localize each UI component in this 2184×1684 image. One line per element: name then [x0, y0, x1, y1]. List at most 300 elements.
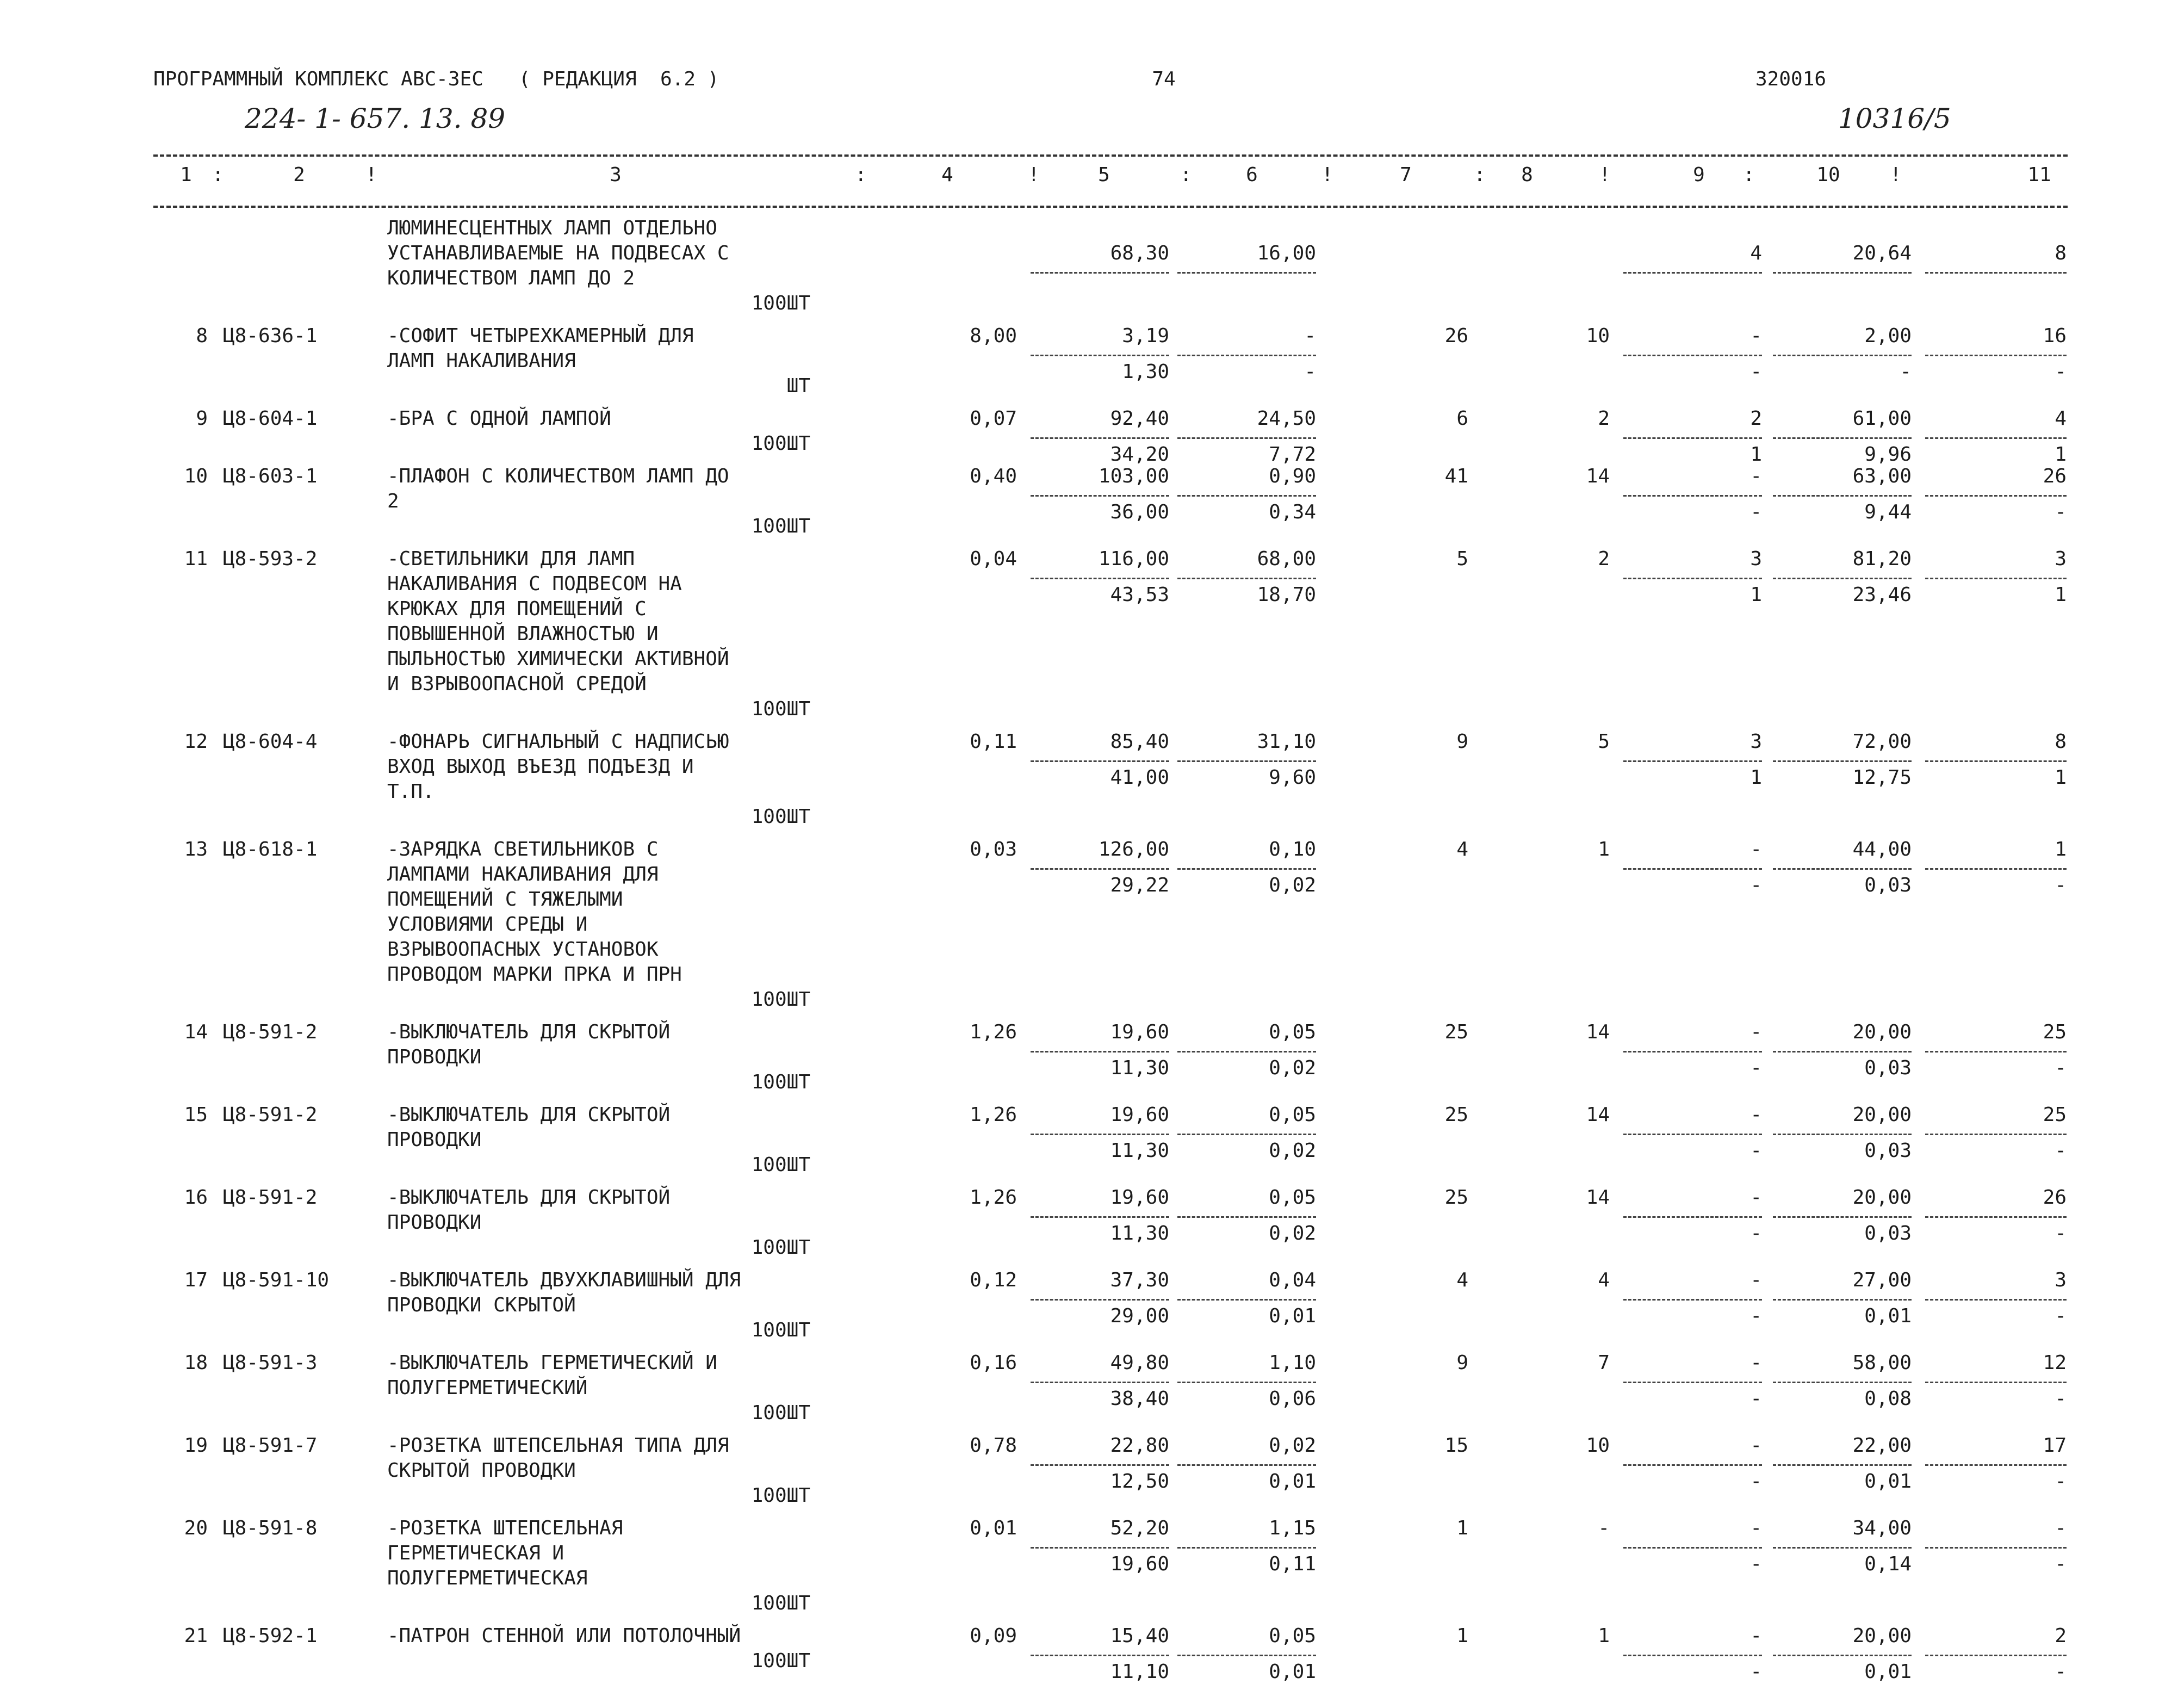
cell-rule-col-9	[1623, 355, 1762, 356]
work-description-line: ПРОВОДОМ МАРКИ ПРКА И ПРН	[387, 963, 682, 986]
cell-col-9: 4	[1750, 242, 1762, 264]
cell-rule-col-10	[1773, 437, 1912, 439]
cell-rule-col-9	[1623, 1051, 1762, 1052]
cell-rule-col-10	[1773, 1134, 1912, 1135]
cell-col-10: 20,64	[1852, 242, 1912, 264]
cell-sub-col-5: 12,50	[1110, 1470, 1169, 1493]
cell-sub-col-11: 1	[2055, 443, 2067, 466]
cell-rule-col-11	[1925, 868, 2067, 870]
cell-rule-col-10	[1773, 272, 1912, 274]
cell-sub-col-6: 0,02	[1269, 1222, 1316, 1245]
cell-col-5: 15,40	[1110, 1625, 1169, 1647]
cell-col-11: 25	[2043, 1104, 2067, 1126]
cell-rule-col-11	[1925, 495, 2067, 497]
cell-col-4: 0,16	[970, 1352, 1017, 1374]
cell-col-8: 1	[1598, 838, 1610, 860]
cell-rule-col-10	[1773, 1547, 1912, 1549]
row-number: 19	[184, 1434, 208, 1457]
cell-rule-col-10	[1773, 1299, 1912, 1301]
cell-rule-col-11	[1925, 1299, 2067, 1301]
row-number: 20	[184, 1517, 208, 1539]
cell-sub-col-6: 0,02	[1269, 874, 1316, 896]
cell-sub-col-10: 0,08	[1864, 1388, 1912, 1410]
cell-rule-col-6	[1177, 437, 1316, 439]
cell-col-9: -	[1750, 1625, 1762, 1647]
program-header: ПРОГРАММНЫЙ КОМПЛЕКС АВС-ЗЕС ( РЕДАКЦИЯ 6.2 )	[153, 68, 719, 90]
column-separator: :	[1743, 164, 1755, 186]
work-description-line: -ПАТРОН СТЕННОЙ ИЛИ ПОТОЛОЧНЫЙ	[387, 1625, 741, 1647]
work-description-line: ПОЛУГЕРМЕТИЧЕСКИЙ	[387, 1377, 588, 1399]
cell-rule-col-6	[1177, 1655, 1316, 1656]
work-description-line: 2	[387, 490, 399, 512]
row-number: 17	[184, 1269, 208, 1291]
work-description-line: СКРЫТОЙ ПРОВОДКИ	[387, 1459, 576, 1482]
row-number: 10	[184, 465, 208, 487]
work-description-line: ЛЮМИНЕСЦЕНТНЫХ ЛАМП ОТДЕЛЬНО	[387, 217, 717, 239]
cell-col-6: 31,10	[1257, 730, 1316, 753]
cell-sub-col-9: -	[1750, 1661, 1762, 1683]
cell-col-8: 2	[1598, 407, 1610, 430]
work-description-line: -ФОНАРЬ СИГНАЛЬНЫЙ С НАДПИСЬЮ	[387, 730, 729, 753]
cell-col-9: -	[1750, 325, 1762, 347]
cell-rule-col-10	[1773, 1051, 1912, 1052]
cell-col-7: 9	[1456, 730, 1468, 753]
cell-col-10: 44,00	[1852, 838, 1912, 860]
cell-rule-col-11	[1925, 1051, 2067, 1052]
cell-col-11: 1	[2055, 838, 2067, 860]
handwritten-reference-left: 224- 1- 657. 13. 89	[245, 103, 506, 134]
cell-col-5: 126,00	[1098, 838, 1169, 860]
cell-sub-col-6: 0,34	[1269, 501, 1316, 523]
cell-col-10: 63,00	[1852, 465, 1912, 487]
cell-sub-col-11: -	[2055, 361, 2067, 383]
work-description-line: ПРОВОДКИ	[387, 1046, 482, 1068]
cell-rule-col-6	[1177, 1382, 1316, 1383]
cell-sub-col-11: -	[2055, 1305, 2067, 1327]
cell-sub-col-9: -	[1750, 1057, 1762, 1079]
unit-of-measure: 100ШТ	[751, 515, 810, 537]
cell-col-7: 15	[1444, 1434, 1468, 1457]
cell-col-10: 20,00	[1852, 1104, 1912, 1126]
unit-of-measure: 100ШТ	[751, 1592, 810, 1614]
cell-col-4: 0,03	[970, 838, 1017, 860]
work-description-line: ПОВЫШЕННОЙ ВЛАЖНОСТЬЮ И	[387, 623, 659, 645]
column-separator: !	[1028, 164, 1040, 186]
cell-col-7: 6	[1456, 407, 1468, 430]
cell-col-8: 7	[1598, 1352, 1610, 1374]
cell-rule-col-6	[1177, 1134, 1316, 1135]
cell-col-10: 20,00	[1852, 1186, 1912, 1209]
row-number: 11	[184, 548, 208, 570]
cell-col-4: 0,11	[970, 730, 1017, 753]
cell-rule-col-5	[1031, 578, 1169, 579]
cell-sub-col-9: 1	[1750, 766, 1762, 789]
cell-col-7: 41	[1444, 465, 1468, 487]
work-description-line: И ВЗРЫВООПАСНОЙ СРЕДОЙ	[387, 673, 647, 695]
cell-rule-col-6	[1177, 495, 1316, 497]
cell-col-7: 9	[1456, 1352, 1468, 1374]
cell-sub-col-6: 0,01	[1269, 1470, 1316, 1493]
cell-rule-col-9	[1623, 1216, 1762, 1218]
cell-rule-col-11	[1925, 355, 2067, 356]
work-description-line: ПРОВОДКИ	[387, 1129, 482, 1151]
cell-sub-col-11: -	[2055, 1222, 2067, 1245]
cell-col-4: 1,26	[970, 1104, 1017, 1126]
column-header-9: 9	[1693, 164, 1705, 186]
unit-of-measure: 100ШТ	[751, 988, 810, 1011]
cell-col-5: 52,20	[1110, 1517, 1169, 1539]
row-number: 12	[184, 730, 208, 753]
row-number: 9	[196, 407, 208, 430]
cell-sub-col-11: -	[2055, 1470, 2067, 1493]
cell-sub-col-11: -	[2055, 874, 2067, 896]
column-separator: :	[855, 164, 867, 186]
cell-sub-col-11: -	[2055, 1553, 2067, 1575]
row-number: 18	[184, 1352, 208, 1374]
cell-rule-col-10	[1773, 355, 1912, 356]
column-header-4: 4	[941, 164, 953, 186]
row-number: 14	[184, 1021, 208, 1043]
cell-col-9: 3	[1750, 730, 1762, 753]
cell-rule-col-9	[1623, 437, 1762, 439]
cell-rule-col-11	[1925, 1382, 2067, 1383]
cell-rule-col-9	[1623, 1547, 1762, 1549]
cell-sub-col-10: 0,14	[1864, 1553, 1912, 1575]
work-description-line: -ПЛАФОН С КОЛИЧЕСТВОМ ЛАМП ДО	[387, 465, 729, 487]
cell-rule-col-9	[1623, 495, 1762, 497]
cell-col-7: 25	[1444, 1186, 1468, 1209]
cell-rule-col-10	[1773, 1382, 1912, 1383]
cell-sub-col-10: 0,03	[1864, 1222, 1912, 1245]
cell-rule-col-11	[1925, 272, 2067, 274]
cell-rule-col-6	[1177, 1216, 1316, 1218]
cell-col-11: 8	[2055, 730, 2067, 753]
column-header-1: 1	[180, 164, 192, 186]
cell-rule-col-5	[1031, 1464, 1169, 1466]
unit-of-measure: 100ШТ	[751, 1071, 810, 1093]
cell-sub-col-10: 9,44	[1864, 501, 1912, 523]
work-description-line: -ВЫКЛЮЧАТЕЛЬ ДЛЯ СКРЫТОЙ	[387, 1104, 671, 1126]
work-description-line: -СВЕТИЛЬНИКИ ДЛЯ ЛАМП	[387, 548, 635, 570]
work-description-line: УСТАНАВЛИВАЕМЫЕ НА ПОДВЕСАХ С	[387, 242, 729, 264]
rate-code: Ц8-591-7	[223, 1434, 318, 1457]
cell-col-10: 22,00	[1852, 1434, 1912, 1457]
cell-sub-col-5: 36,00	[1110, 501, 1169, 523]
handwritten-reference-right: 10316/5	[1838, 103, 1951, 134]
cell-col-6: 0,05	[1269, 1186, 1316, 1209]
rate-code: Ц8-604-4	[223, 730, 318, 753]
cell-sub-col-6: 9,60	[1269, 766, 1316, 789]
cell-col-10: 2,00	[1864, 325, 1912, 347]
cell-col-5: 19,60	[1110, 1186, 1169, 1209]
cell-col-8: 14	[1586, 1104, 1610, 1126]
cell-col-9: -	[1750, 1186, 1762, 1209]
cell-col-11: 12	[2043, 1352, 2067, 1374]
cell-col-4: 0,40	[970, 465, 1017, 487]
cell-sub-col-5: 43,53	[1110, 584, 1169, 606]
cell-rule-col-9	[1623, 578, 1762, 579]
rate-code: Ц8-591-2	[223, 1186, 318, 1209]
work-description-line: ПОЛУГЕРМЕТИЧЕСКАЯ	[387, 1567, 588, 1589]
cell-sub-col-6: 0,02	[1269, 1057, 1316, 1079]
cell-sub-col-9: -	[1750, 501, 1762, 523]
work-description-line: УСЛОВИЯМИ СРЕДЫ И	[387, 913, 588, 936]
rate-code: Ц8-636-1	[223, 325, 318, 347]
cell-col-8: 2	[1598, 548, 1610, 570]
rate-code: Ц8-603-1	[223, 465, 318, 487]
cell-col-7: 4	[1456, 838, 1468, 860]
column-separator: !	[1321, 164, 1333, 186]
work-description-line: -РОЗЕТКА ШТЕПСЕЛЬНАЯ	[387, 1517, 623, 1539]
cell-col-10: 81,20	[1852, 548, 1912, 570]
cell-sub-col-5: 29,00	[1110, 1305, 1169, 1327]
cell-sub-col-9: 1	[1750, 443, 1762, 466]
document-code: 320016	[1755, 68, 1827, 90]
cell-rule-col-11	[1925, 1547, 2067, 1549]
column-separator: !	[1890, 164, 1902, 186]
cell-sub-col-10: 9,96	[1864, 443, 1912, 466]
cell-sub-col-10: 0,01	[1864, 1470, 1912, 1493]
cell-col-8: 4	[1598, 1269, 1610, 1291]
rate-code: Ц8-604-1	[223, 407, 318, 430]
row-number: 21	[184, 1625, 208, 1647]
column-separator: !	[1599, 164, 1611, 186]
cell-col-6: 24,50	[1257, 407, 1316, 430]
cell-col-11: 26	[2043, 465, 2067, 487]
cell-col-9: 3	[1750, 548, 1762, 570]
cell-sub-col-5: 11,30	[1110, 1057, 1169, 1079]
cell-rule-col-6	[1177, 1464, 1316, 1466]
cell-col-11: 4	[2055, 407, 2067, 430]
cell-col-11: -	[2055, 1517, 2067, 1539]
cell-col-8: 10	[1586, 325, 1610, 347]
cell-col-6: 1,15	[1269, 1517, 1316, 1539]
cell-sub-col-9: -	[1750, 1222, 1762, 1245]
unit-of-measure: 100ШТ	[751, 292, 810, 314]
cell-rule-col-9	[1623, 272, 1762, 274]
cell-sub-col-11: -	[2055, 501, 2067, 523]
cell-col-9: -	[1750, 1434, 1762, 1457]
cell-sub-col-5: 41,00	[1110, 766, 1169, 789]
cell-rule-col-6	[1177, 1051, 1316, 1052]
cell-rule-col-5	[1031, 1655, 1169, 1656]
work-description-line: ПРОВОДКИ СКРЫТОЙ	[387, 1294, 576, 1316]
unit-of-measure: 100ШТ	[751, 432, 810, 455]
column-header-10: 10	[1816, 164, 1840, 186]
cell-sub-col-6: 0,06	[1269, 1388, 1316, 1410]
cell-sub-col-9: -	[1750, 1305, 1762, 1327]
cell-sub-col-10: 23,46	[1852, 584, 1912, 606]
cell-col-9: -	[1750, 838, 1762, 860]
cell-col-9: -	[1750, 1021, 1762, 1043]
cell-col-5: 92,40	[1110, 407, 1169, 430]
cell-rule-col-5	[1031, 1299, 1169, 1301]
work-description-line: ГЕРМЕТИЧЕСКАЯ И	[387, 1542, 564, 1564]
rate-code: Ц8-592-1	[223, 1625, 318, 1647]
cell-col-6: 0,02	[1269, 1434, 1316, 1457]
work-description-line: ПРОВОДКИ	[387, 1211, 482, 1234]
column-separator: :	[212, 164, 224, 186]
unit-of-measure: 100ШТ	[751, 1402, 810, 1424]
cell-sub-col-10: 0,01	[1864, 1305, 1912, 1327]
cell-sub-col-9: -	[1750, 874, 1762, 896]
cell-col-11: 8	[2055, 242, 2067, 264]
cell-col-7: 26	[1444, 325, 1468, 347]
cell-sub-col-6: 0,01	[1269, 1661, 1316, 1683]
cell-col-8: 5	[1598, 730, 1610, 753]
cell-sub-col-5: 38,40	[1110, 1388, 1169, 1410]
cell-rule-col-10	[1773, 1464, 1912, 1466]
cell-col-6: 0,05	[1269, 1104, 1316, 1126]
cell-col-8: 1	[1598, 1625, 1610, 1647]
cell-rule-col-9	[1623, 1299, 1762, 1301]
cell-col-6: 0,90	[1269, 465, 1316, 487]
work-description-line: -ВЫКЛЮЧАТЕЛЬ ДЛЯ СКРЫТОЙ	[387, 1021, 671, 1043]
cell-col-7: 25	[1444, 1021, 1468, 1043]
cell-rule-col-11	[1925, 1655, 2067, 1656]
cell-col-10: 20,00	[1852, 1625, 1912, 1647]
unit-of-measure: 100ШТ	[751, 1484, 810, 1507]
cell-rule-col-10	[1773, 1216, 1912, 1218]
work-description-line: -ВЫКЛЮЧАТЕЛЬ ГЕРМЕТИЧЕСКИЙ И	[387, 1352, 717, 1374]
cell-col-4: 0,07	[970, 407, 1017, 430]
cell-col-8: -	[1598, 1517, 1610, 1539]
cell-rule-col-11	[1925, 1464, 2067, 1466]
cell-col-10: 72,00	[1852, 730, 1912, 753]
work-description-line: -ВЫКЛЮЧАТЕЛЬ ДВУХКЛАВИШНЫЙ ДЛЯ	[387, 1269, 741, 1291]
cell-col-6: 68,00	[1257, 548, 1316, 570]
cell-rule-col-9	[1623, 1134, 1762, 1135]
cell-col-6: 0,05	[1269, 1625, 1316, 1647]
unit-of-measure: ШТ	[786, 375, 810, 397]
cell-col-6: 1,10	[1269, 1352, 1316, 1374]
cell-sub-col-10: -	[1900, 361, 1912, 383]
cell-col-11: 25	[2043, 1021, 2067, 1043]
cell-col-6: -	[1304, 325, 1316, 347]
cell-col-9: -	[1750, 1269, 1762, 1291]
cell-col-11: 17	[2043, 1434, 2067, 1457]
column-header-6: 6	[1246, 164, 1258, 186]
cell-sub-col-11: -	[2055, 1661, 2067, 1683]
work-description-line: ВХОД ВЫХОД ВЪЕЗД ПОДЪЕЗД И	[387, 756, 694, 778]
cell-rule-col-6	[1177, 868, 1316, 870]
work-description-line: ЛАМПАМИ НАКАЛИВАНИЯ ДЛЯ	[387, 863, 659, 886]
cell-sub-col-10: 12,75	[1852, 766, 1912, 789]
cell-col-9: -	[1750, 1104, 1762, 1126]
cell-col-8: 14	[1586, 465, 1610, 487]
cell-sub-col-5: 11,30	[1110, 1222, 1169, 1245]
cell-sub-col-9: -	[1750, 1553, 1762, 1575]
work-description-line: НАКАЛИВАНИЯ С ПОДВЕСОМ НА	[387, 573, 682, 595]
cell-rule-col-6	[1177, 760, 1316, 762]
column-header-11: 11	[2027, 164, 2051, 186]
work-description-line: -ВЫКЛЮЧАТЕЛЬ ДЛЯ СКРЫТОЙ	[387, 1186, 671, 1209]
cell-col-10: 61,00	[1852, 407, 1912, 430]
row-number: 8	[196, 325, 208, 347]
unit-of-measure: 100ШТ	[751, 1154, 810, 1176]
work-description-line: Т.П.	[387, 781, 435, 803]
cell-col-5: 37,30	[1110, 1269, 1169, 1291]
column-header-3: 3	[610, 164, 622, 186]
cell-sub-col-10: 0,03	[1864, 1057, 1912, 1079]
cell-col-6: 0,04	[1269, 1269, 1316, 1291]
page-number: 74	[1152, 68, 1176, 90]
cell-rule-col-5	[1031, 1382, 1169, 1383]
cell-sub-col-11: 1	[2055, 766, 2067, 789]
work-description-line: ПОМЕЩЕНИЙ С ТЯЖЕЛЫМИ	[387, 888, 623, 911]
work-description-line: КРЮКАХ ДЛЯ ПОМЕЩЕНИЙ С	[387, 598, 647, 620]
cell-col-9: -	[1750, 1352, 1762, 1374]
work-description-line: -ЗАРЯДКА СВЕТИЛЬНИКОВ С	[387, 838, 659, 860]
cell-col-5: 49,80	[1110, 1352, 1169, 1374]
cell-col-6: 0,10	[1269, 838, 1316, 860]
cell-rule-col-11	[1925, 1216, 2067, 1218]
cell-rule-col-6	[1177, 1547, 1316, 1549]
cell-rule-col-6	[1177, 578, 1316, 579]
cell-col-5: 19,60	[1110, 1021, 1169, 1043]
cell-col-4: 1,26	[970, 1021, 1017, 1043]
rate-code: Ц8-593-2	[223, 548, 318, 570]
cell-sub-col-11: -	[2055, 1057, 2067, 1079]
cell-sub-col-10: 0,01	[1864, 1661, 1912, 1683]
cell-col-4: 0,04	[970, 548, 1017, 570]
cell-col-5: 3,19	[1122, 325, 1169, 347]
row-number: 13	[184, 838, 208, 860]
cell-rule-col-9	[1623, 1464, 1762, 1466]
cell-rule-col-5	[1031, 1216, 1169, 1218]
cell-rule-col-11	[1925, 1134, 2067, 1135]
cell-col-4: 0,01	[970, 1517, 1017, 1539]
cell-col-11: 26	[2043, 1186, 2067, 1209]
cell-col-4: 0,09	[970, 1625, 1017, 1647]
column-header-5: 5	[1098, 164, 1110, 186]
rate-code: Ц8-591-10	[223, 1269, 330, 1291]
cell-rule-col-9	[1623, 1655, 1762, 1656]
cell-col-9: -	[1750, 1517, 1762, 1539]
cell-sub-col-6: 18,70	[1257, 584, 1316, 606]
work-description-line: -БРА С ОДНОЙ ЛАМПОЙ	[387, 407, 611, 430]
cell-rule-col-9	[1623, 868, 1762, 870]
cell-sub-col-5: 11,10	[1110, 1661, 1169, 1683]
cell-col-6: 16,00	[1257, 242, 1316, 264]
rate-code: Ц8-591-3	[223, 1352, 318, 1374]
cell-sub-col-9: -	[1750, 1140, 1762, 1162]
column-separator: !	[365, 164, 377, 186]
cell-col-11: 16	[2043, 325, 2067, 347]
unit-of-measure: 100ШТ	[751, 1319, 810, 1341]
cell-rule-col-11	[1925, 578, 2067, 579]
cell-sub-col-6: -	[1304, 361, 1316, 383]
cell-sub-col-5: 19,60	[1110, 1553, 1169, 1575]
cell-col-4: 1,26	[970, 1186, 1017, 1209]
cell-col-4: 0,12	[970, 1269, 1017, 1291]
cell-sub-col-6: 0,01	[1269, 1305, 1316, 1327]
row-number: 16	[184, 1186, 208, 1209]
cell-col-9: -	[1750, 465, 1762, 487]
cell-col-8: 10	[1586, 1434, 1610, 1457]
cell-rule-col-5	[1031, 1134, 1169, 1135]
work-description-line: ЛАМП НАКАЛИВАНИЯ	[387, 350, 576, 372]
cell-sub-col-5: 29,22	[1110, 874, 1169, 896]
cell-rule-col-9	[1623, 1382, 1762, 1383]
cell-col-5: 116,00	[1098, 548, 1169, 570]
work-description-line: -СОФИТ ЧЕТЫРЕХКАМЕРНЫЙ ДЛЯ	[387, 325, 694, 347]
work-description-line: -РОЗЕТКА ШТЕПСЕЛЬНАЯ ТИПА ДЛЯ	[387, 1434, 729, 1457]
cell-rule-col-6	[1177, 1299, 1316, 1301]
cell-col-11: 3	[2055, 548, 2067, 570]
cell-rule-col-10	[1773, 868, 1912, 870]
cell-col-8: 14	[1586, 1021, 1610, 1043]
